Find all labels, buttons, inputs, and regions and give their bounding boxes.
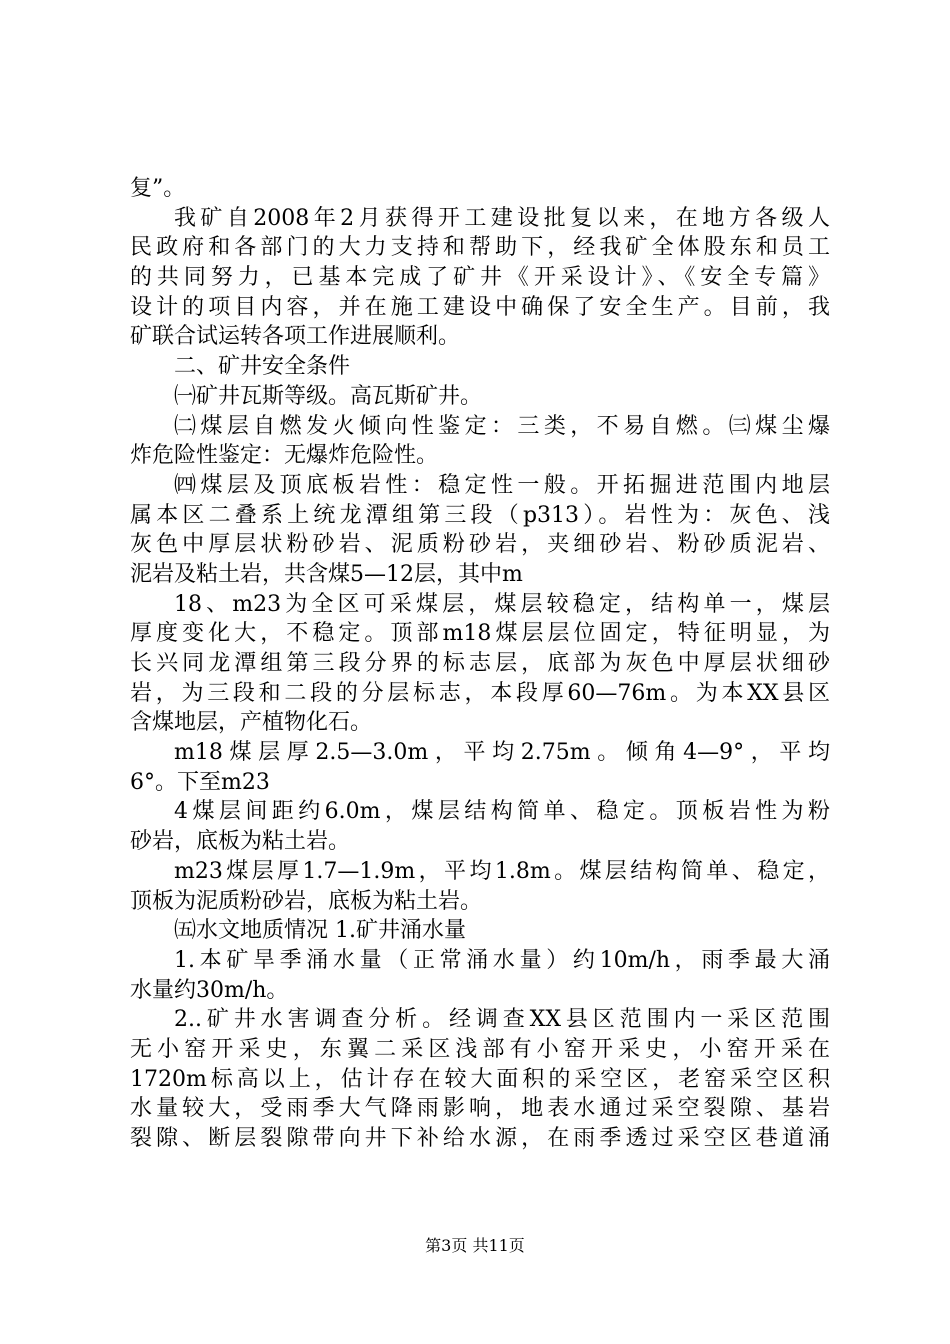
text-line: 4煤层间距约6.0m，煤层结构简单、稳定。顶板岩性为粉 — [174, 799, 830, 825]
text-line: m23煤层厚1.7—1.9m，平均1.8m。煤层结构简单、稳定， — [174, 858, 830, 884]
text-line: 2..矿井水害调查分析。经调查XX县区范围内一采区范围 — [174, 1007, 830, 1033]
text-line: m18煤层厚2.5—3.0m，平均2.75m。倾角4—9°，平均 — [174, 740, 830, 766]
page-footer: 第3页 共11页 — [425, 1236, 525, 1255]
text-line: 砂岩，底板为粘土岩。 — [130, 829, 351, 855]
text-line: 顶板为泥质粉砂岩，底板为粘土岩。 — [130, 888, 483, 914]
text-line: 设计的项目内容，并在施工建设中确保了安全生产。目前，我 — [130, 294, 830, 320]
text-line: 矿联合试运转各项工作进展顺利。 — [130, 324, 461, 350]
text-line: ㈣煤层及顶底板岩性：稳定性一般。开拓掘进范围内地层 — [174, 472, 830, 498]
text-line: 水量约30m/h。 — [130, 977, 289, 1003]
text-line: 民政府和各部门的大力支持和帮助下，经我矿全体股东和员工 — [130, 235, 830, 261]
text-line: 1720m标高以上，估计存在较大面积的采空区，老窑采空区积 — [130, 1066, 830, 1092]
text-line: ㈤水文地质情况 1.矿井涌水量 — [174, 918, 466, 944]
text-line: 岩，为三段和二段的分层标志，本段厚60—76m。为本XX县区 — [130, 680, 830, 706]
text-line: 6°。下至m23 — [130, 769, 270, 795]
text-line: 厚度变化大，不稳定。顶部m18煤层层位固定，特征明显，为 — [130, 621, 830, 647]
text-line: 水量较大，受雨季大气降雨影响，地表水通过采空裂隙、基岩 — [130, 1096, 830, 1122]
text-line: 灰色中厚层状粉砂岩、泥质粉砂岩，夹细砂岩、粉砂质泥岩、 — [130, 532, 830, 558]
text-line: 含煤地层，产植物化石。 — [130, 710, 373, 736]
text-line: 长兴同龙潭组第三段分界的标志层，底部为灰色中厚层状细砂 — [130, 651, 830, 676]
body-text — [130, 174, 830, 1154]
text-line: 1.本矿旱季涌水量（正常涌水量）约10m/h，雨季最大涌 — [174, 947, 830, 973]
text-line: 泥岩及粘土岩，共含煤5—12层，其中m — [130, 561, 523, 587]
text-line: 的共同努力，已基本完成了矿井《开采设计》、《安全专篇》 — [130, 265, 830, 291]
text-line: 18、m23为全区可采煤层，煤层较稳定，结构单一，煤层 — [174, 591, 830, 617]
text-line: 二、矿井安全条件 — [174, 354, 351, 380]
text-line: 炸危险性鉴定：无爆炸危险性。 — [130, 443, 439, 469]
text-line: ㈠矿井瓦斯等级。高瓦斯矿井。 — [174, 383, 483, 409]
text-line: 我矿自2008年2月获得开工建设批复以来，在地方各级人 — [174, 205, 830, 231]
text-line: 无小窑开采史，东翼二采区浅部有小窑开采史，小窑开采在 — [130, 1036, 830, 1062]
text-line: ㈡煤层自燃发火倾向性鉴定：三类，不易自燃。㈢煤尘爆 — [174, 413, 830, 439]
text-line: 裂隙、断层裂隙带向井下补给水源，在雨季透过采空区巷道涌 — [130, 1126, 830, 1151]
text-line: 属本区二叠系上统龙潭组第三段（p313）。岩性为：灰色、浅 — [130, 502, 830, 528]
text-line: 复”。 — [130, 176, 186, 201]
